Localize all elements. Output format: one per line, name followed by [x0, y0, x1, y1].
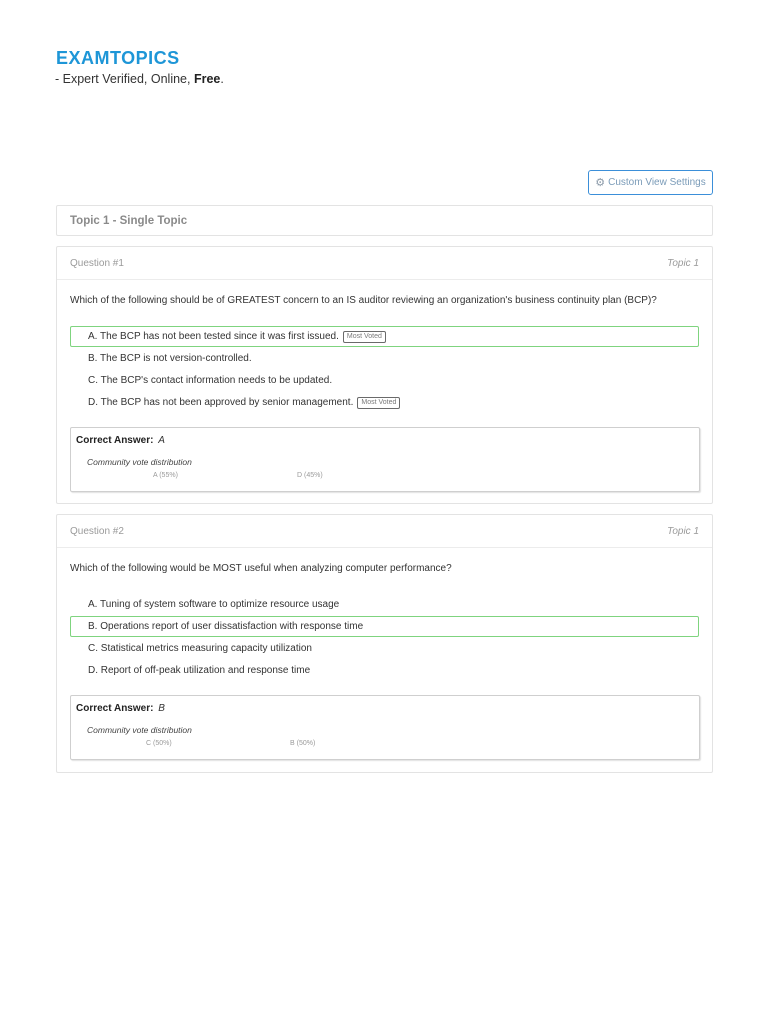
answer-box	[70, 695, 700, 760]
choice-c[interactable]	[70, 370, 699, 391]
gear-icon: ⚙	[595, 177, 606, 189]
vote-distribution-title: Community vote distribution	[87, 725, 192, 735]
choice-text: C. Statistical metrics measuring capacity utilization	[88, 643, 312, 654]
examtopics-logo	[56, 46, 184, 70]
choice-text: B. The BCP is not version-controlled.	[88, 353, 252, 364]
custom-view-settings-label: Custom View Settings	[608, 177, 706, 188]
answer-box	[70, 427, 700, 492]
choice-text: A. The BCP has not been tested since it was first issued.	[88, 331, 339, 342]
question-header	[57, 515, 712, 548]
tagline	[55, 72, 224, 86]
topic-title: Topic 1 - Single Topic	[56, 205, 713, 236]
vote-label-d: D (45%)	[297, 472, 323, 479]
most-voted-badge: Most Voted	[357, 397, 400, 409]
question-topic: Topic 1	[667, 525, 699, 537]
question-card-2	[56, 514, 713, 773]
vote-label-a: A (55%)	[153, 472, 178, 479]
svg-text:EXAMTOPICS: EXAMTOPICS	[56, 48, 180, 68]
choice-d[interactable]	[70, 392, 699, 413]
choice-b[interactable]	[70, 616, 699, 637]
choice-a[interactable]	[70, 326, 699, 347]
correct-answer-value: A	[158, 435, 165, 446]
choice-a[interactable]	[70, 594, 699, 615]
choice-text: D. The BCP has not been approved by senior management.	[88, 397, 354, 408]
question-header	[57, 247, 712, 280]
tagline-prefix: - Expert Verified, Online,	[55, 72, 194, 86]
custom-view-settings-button[interactable]	[588, 170, 713, 195]
question-text: Which of the following should be of GREATEST concern to an IS auditor reviewing an organization's business continuity plan (BCP)?	[70, 295, 657, 306]
choice-text: A. Tuning of system software to optimize resource usage	[88, 599, 340, 610]
choice-text: B. Operations report of user dissatisfaction with response time	[88, 621, 364, 632]
question-number: Question #1	[70, 257, 124, 269]
vote-label-c: C (50%)	[146, 740, 172, 747]
correct-answer-label: Correct Answer:	[76, 435, 154, 446]
question-text: Which of the following would be MOST useful when analyzing computer performance?	[70, 563, 452, 574]
choice-b[interactable]	[70, 348, 699, 369]
most-voted-badge: Most Voted	[343, 331, 386, 343]
correct-answer-value: B	[158, 703, 165, 714]
correct-answer	[76, 435, 165, 446]
choice-d[interactable]	[70, 660, 699, 681]
choice-text: D. Report of off-peak utilization and response time	[88, 665, 311, 676]
choice-text: C. The BCP's contact information needs to be updated.	[88, 375, 333, 386]
correct-answer-label: Correct Answer:	[76, 703, 154, 714]
vote-distribution-title: Community vote distribution	[87, 457, 192, 467]
question-card-1	[56, 246, 713, 504]
question-number: Question #2	[70, 525, 124, 537]
choice-c[interactable]	[70, 638, 699, 659]
question-topic: Topic 1	[667, 257, 699, 269]
tagline-suffix: .	[220, 72, 224, 86]
vote-label-b: B (50%)	[290, 740, 316, 747]
correct-answer	[76, 703, 165, 714]
tagline-bold: Free	[193, 72, 221, 86]
